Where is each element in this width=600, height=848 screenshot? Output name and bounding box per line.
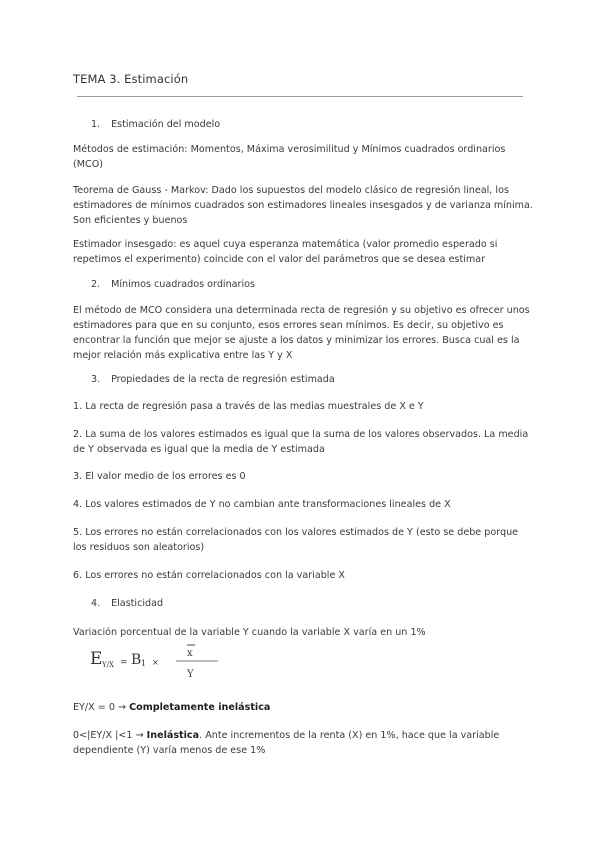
- section-heading-4: [91, 596, 163, 611]
- formula-denominator: Y: [187, 669, 194, 680]
- property-4: 4. Los valores estimados de Y no cambian ante transformaciones lineales de X: [73, 499, 451, 510]
- property-5: 5. Los errores no están correlacionados con los valores estimados de Y (esto se debe porque los residuos son aleatorios): [73, 527, 519, 553]
- formula-beta-sub: 1: [141, 659, 147, 668]
- paragraph-estimador-insesgado: Estimador insesgado: es aquel cuya esperanza matemática (valor promedio esperado si repetimos el experimento) coincide con el valor del parámetros que se desea estimar: [73, 239, 498, 265]
- paragraph-gauss-markov: Teorema de Gauss - Markov: Dado los supuestos del modelo clásico de regresión lineal, los estimadores de mínimos cuadrados son estimadores lineales insesgados y de varianza mínima. Son eficientes y buenos: [73, 185, 533, 226]
- section-label: Estimación del modelo: [111, 119, 221, 130]
- section-label: Elasticidad: [111, 598, 164, 609]
- section-number: 3.: [91, 374, 101, 385]
- formula-equals: =: [120, 658, 128, 668]
- formula-times: ×: [152, 658, 159, 667]
- case-label: Inelástica: [146, 730, 200, 741]
- formula-beta: B: [131, 652, 142, 668]
- case-description: . Ante incrementos de la renta (X) en 1%, hace que la variable dependiente (Y) varía menos de ese 1%: [73, 730, 500, 756]
- section-number: 4.: [91, 598, 101, 609]
- section-number: 1.: [91, 119, 101, 130]
- property-1: 1. La recta de regresión pasa a través de las medias muestrales de X e Y: [73, 401, 424, 412]
- formula-lhs-sub: Y/X: [102, 661, 114, 669]
- paragraph-mco: El método de MCO considera una determinada recta de regresión y su objetivo es ofrecer unos estimadores para que en su conjunto, esos errores sean mínimos. Es decir, su objetivo es encontrar la función que mejor se ajuste a los datos y minimizar los errores. Busca cual es la mejor relación más explicativa entre las Y y X: [73, 305, 530, 361]
- elasticity-case-2: [73, 728, 533, 758]
- title-divider: [77, 96, 523, 97]
- property-6: 6. Los errores no están correlacionados con la variable X: [73, 570, 346, 581]
- property-3: 3. El valor medio de los errores es 0: [73, 471, 246, 482]
- section-number: 2.: [91, 279, 101, 290]
- page-title: TEMA 3. Estimación: [73, 72, 189, 86]
- elasticity-formula: [88, 643, 228, 683]
- paragraph-variacion: Variación porcentual de la variable Y cuando la variable X varía en un 1%: [73, 627, 426, 638]
- formula-lhs: E: [90, 649, 103, 669]
- section-heading-3: [91, 372, 335, 387]
- case-condition: 0<|EY/X |<1 →: [73, 730, 147, 741]
- section-label: Mínimos cuadrados ordinarios: [111, 279, 256, 290]
- formula-numerator: x: [187, 648, 193, 659]
- section-label: Propiedades de la recta de regresión estimada: [111, 374, 335, 385]
- section-heading-2: [91, 277, 255, 292]
- case-label: Completamente inelástica: [129, 702, 271, 713]
- property-2: 2. La suma de los valores estimados es igual que la suma de los valores observados. La media de Y observada es igual que la media de Y estimada: [73, 429, 529, 455]
- paragraph-metodos: Métodos de estimación: Momentos, Máxima verosimilitud y Mínimos cuadrados ordinarios (MCO): [73, 144, 506, 170]
- case-condition: EY/X = 0 →: [73, 702, 130, 713]
- section-heading-1: [91, 117, 220, 132]
- elasticity-case-1: [73, 700, 533, 715]
